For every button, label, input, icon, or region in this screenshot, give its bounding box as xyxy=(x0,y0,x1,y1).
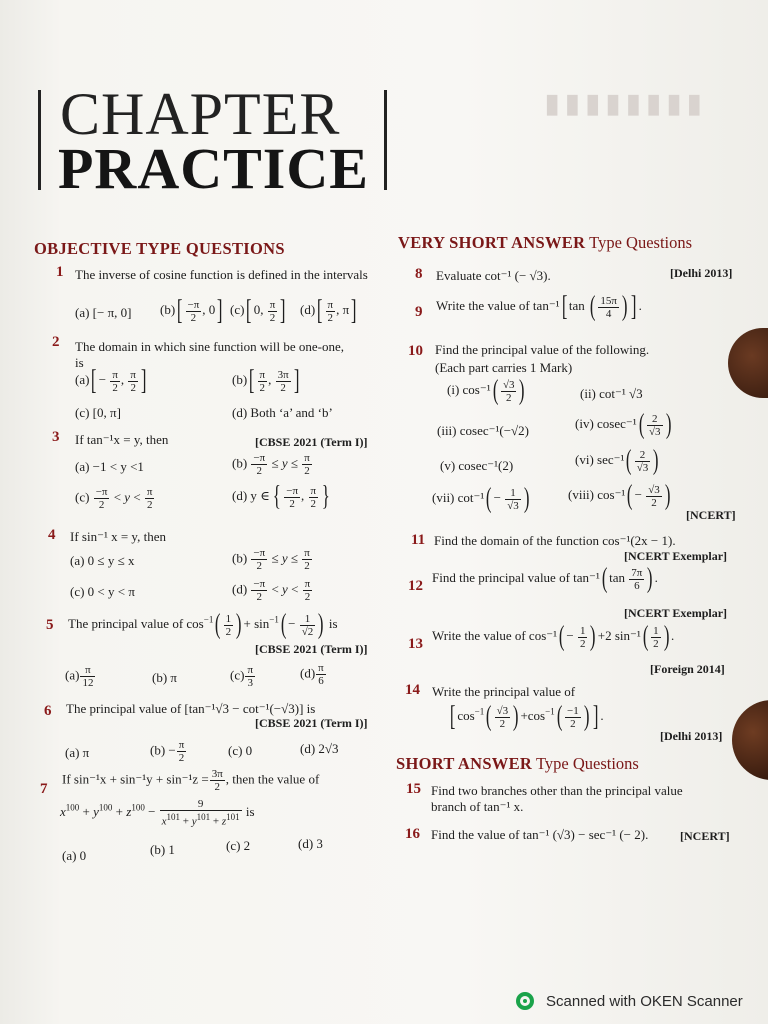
question-subtext: (Each part carries 1 Mark) xyxy=(435,360,573,375)
option-d: (d) y ∈{ $\frac{-\pi}{2}$ , $\frac{\pi}{2}$ } xyxy=(232,481,330,512)
question-text: Find the value of tan⁻¹ (√3) − sec⁻¹ (− 2). xyxy=(431,827,649,842)
part-ii: (ii) cot⁻¹ √3 xyxy=(580,386,643,401)
option-c: (c) 0 < y < π xyxy=(70,584,135,599)
question-text: The principal value of $\cos^{-1}$( $\frac{1}{2}$ ) + $\sin^{-1}$( − $\frac{1}{√2}$ ) is xyxy=(68,609,338,640)
question-number: 14 xyxy=(405,682,420,698)
scanner-label: Scanned with OKEN Scanner xyxy=(546,992,743,1010)
vsa-section-heading: VERY SHORT ANSWER Type Questions xyxy=(398,233,693,252)
question-number: 1 xyxy=(56,264,64,280)
title-left-bar xyxy=(38,90,41,190)
question-text: Find two branches other than the principal value branch of tan⁻¹ x. xyxy=(431,783,683,814)
option-d: (d) 2√3 xyxy=(300,741,339,756)
option-c: (c) 2 xyxy=(226,838,251,853)
question-source: [CBSE 2021 (Term I)] xyxy=(255,435,368,449)
question-text: Find the principal value of the following. xyxy=(435,342,650,357)
scanner-logo-icon xyxy=(516,992,534,1010)
option-d: (d) Both ‘a’ and ‘b’ xyxy=(232,405,333,420)
sa-section-heading: SHORT ANSWER Type Questions xyxy=(396,754,639,773)
option-b: (b) π xyxy=(152,670,177,685)
question-text: Evaluate cot⁻¹ (− √3). xyxy=(436,268,551,283)
title-right-bar xyxy=(384,90,387,190)
part-v: (v) cosec⁻¹(2) xyxy=(440,458,514,473)
question-number: 4 xyxy=(48,527,56,543)
option-c: (c) [0, π] xyxy=(75,405,121,420)
question-number: 11 xyxy=(411,532,426,548)
option-a: (a) $\frac{\pi}{12}$ xyxy=(65,664,94,689)
question-source: [CBSE 2021 (Term I)] xyxy=(255,642,368,656)
question-text: Find the domain of the function cos⁻¹(2x − 1). xyxy=(434,533,676,548)
question-source: [Delhi 2013] xyxy=(670,266,733,280)
question-source: [CBSE 2021 (Term I)] xyxy=(255,716,368,730)
question-number: 13 xyxy=(408,636,423,652)
question-number: 7 xyxy=(40,781,48,797)
part-viii: (viii) cos⁻¹( − $\frac{√3}{2}$ ) xyxy=(568,480,671,511)
question-number: 12 xyxy=(408,578,423,594)
question-number: 10 xyxy=(408,343,423,359)
question-text: The domain in which sine function will be one-one, is xyxy=(75,339,344,370)
question-number: 16 xyxy=(405,826,420,842)
option-a: (a) 0 ≤ y ≤ x xyxy=(70,553,135,568)
question-text: Write the value of tan⁻¹[ tan ( $\frac{15\pi}{4}$ ) ] . xyxy=(436,291,642,322)
question-source: [Delhi 2013] xyxy=(660,729,723,743)
option-b: (b) $\frac{-\pi}{2}$ ≤ y ≤ $\frac{\pi}{2}$ xyxy=(232,547,310,572)
question-expression: [ $\cos^{-1}$( $\frac{√3}{2}$ ) $+\cos^{-1}$( $\frac{-1}{2}$ ) ] . xyxy=(449,701,604,732)
question-number: 8 xyxy=(415,266,423,282)
question-text: The inverse of cosine function is defined in the intervals xyxy=(75,267,368,282)
option-b: (b)[ $\frac{-\pi}{2}$ , 0] xyxy=(160,295,223,326)
option-d: (d) 3 xyxy=(298,836,323,851)
question-text: Write the principal value of xyxy=(432,684,576,699)
show-through-text: ▮▮▮▮▮▮▮▮ xyxy=(545,88,708,118)
option-a: (a) −1 < y <1 xyxy=(75,459,144,474)
option-d: (d) $\frac{\pi}{6}$ xyxy=(300,662,324,687)
question-number: 6 xyxy=(44,703,52,719)
question-number: 9 xyxy=(415,304,423,320)
option-b: (b) $\frac{-\pi}{2}$ ≤ y ≤ $\frac{\pi}{2}$ xyxy=(232,452,310,477)
option-b: (b)[ $\frac{\pi}{2}$ , $\frac{3\pi}{2}$ ] xyxy=(232,365,300,396)
question-text: If sin⁻¹x + sin⁻¹y + sin⁻¹z = $\frac{3\pi}{2}$ , then the value of xyxy=(62,768,320,793)
part-vii: (vii) cot⁻¹( − $\frac{1}{√3}$ ) xyxy=(432,483,530,514)
question-number: 2 xyxy=(52,334,60,350)
question-source: [NCERT Exemplar] xyxy=(624,549,728,563)
chapter-title-line1: CHAPTER xyxy=(60,81,341,147)
objective-section-heading: OBJECTIVE TYPE QUESTIONS xyxy=(34,239,285,258)
question-source: [NCERT] xyxy=(680,829,730,843)
option-b: (b) 1 xyxy=(150,842,175,857)
option-a: (a) 0 xyxy=(62,848,87,863)
part-i: (i) cos⁻¹( $\frac{√3}{2}$ ) xyxy=(447,375,525,406)
question-text: Find the principal value of tan⁻¹( tan $\frac{7\pi}{6}$ ) . xyxy=(432,563,658,594)
option-b: (b) − $\frac{\pi}{2}$ xyxy=(150,739,185,764)
option-c: (c) $\frac{\pi}{3}$ xyxy=(230,664,253,689)
question-number: 3 xyxy=(52,429,60,445)
part-iv: (iv) cosec⁻¹( $\frac{2}{√3}$ ) xyxy=(575,409,671,440)
question-source: [Foreign 2014] xyxy=(650,662,725,676)
option-c: (c) 0 xyxy=(228,743,253,758)
question-source: [NCERT] xyxy=(686,508,736,522)
question-number: 15 xyxy=(406,781,421,797)
part-vi: (vi) sec⁻¹( $\frac{2}{√3}$ ) xyxy=(575,445,659,476)
question-text: Write the value of cos⁻¹( − $\frac{1}{2}$ ) +2 sin⁻¹( $\frac{1}{2}$ ) . xyxy=(432,621,675,652)
option-d: (d)[ $\frac{\pi}{2}$ , π] xyxy=(300,295,357,326)
option-c: (c) $\frac{-\pi}{2}$ < y < $\frac{\pi}{2}$ xyxy=(75,486,153,511)
scanner-watermark xyxy=(516,990,743,1012)
part-iii: (iii) cosec⁻¹(−√2) xyxy=(437,423,529,438)
question-number: 5 xyxy=(46,617,54,633)
option-a: (a) [− π, 0] xyxy=(75,305,132,320)
question-expression: $x^{100} + y^{100} + z^{100}$ − $\frac{9}{x^{101} + y^{101} + z^{101}}$ is xyxy=(60,798,255,828)
option-a: (a)[ − $\frac{\pi}{2}$ , $\frac{\pi}{2}$ ] xyxy=(75,365,147,396)
question-text: The principal value of [tan⁻¹√3 − cot⁻¹(−√3)] is xyxy=(66,701,316,716)
chapter-title-line2: PRACTICE xyxy=(58,136,369,201)
option-c: (c)[ 0, $\frac{\pi}{2}$ ] xyxy=(230,295,286,326)
question-text: If sin⁻¹ x = y, then xyxy=(70,529,166,544)
option-d: (d) $\frac{-\pi}{2}$ < y < $\frac{\pi}{2}$ xyxy=(232,578,311,603)
option-a: (a) π xyxy=(65,745,90,760)
question-source: [NCERT Exemplar] xyxy=(624,606,728,620)
question-text: If tan⁻¹x = y, then xyxy=(75,432,169,447)
